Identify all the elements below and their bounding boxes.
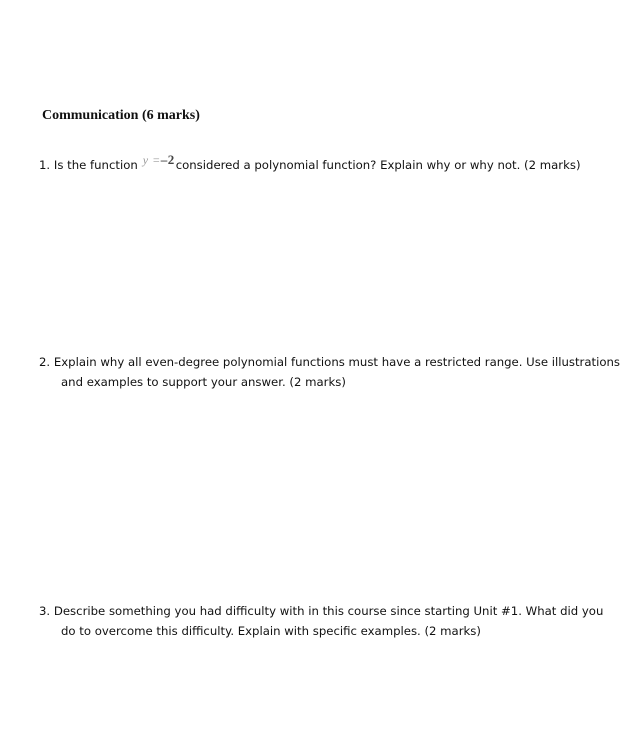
equation-lhs: y = (142, 153, 161, 167)
section-title: Communication (6 marks) (42, 108, 200, 123)
question-3-line-1: 3. Describe something you had difficulty with in this course since starting Unit #1. What did you (39, 604, 604, 618)
question-3 (39, 601, 629, 641)
equation-rhs: –2 (160, 152, 175, 167)
question-3-line-2: do to overcome this difficulty. Explain with specific examples. (2 marks) (61, 624, 481, 638)
question-2-line-2: and examples to support your answer. (2 marks) (61, 375, 346, 389)
question-1 (39, 150, 581, 175)
question-2-line-1: 2. Explain why all even-degree polynomial functions must have a restricted range. Use illustrations (39, 355, 620, 369)
function-equation (143, 150, 175, 170)
question-1-text-end: considered a polynomial function? Explain why or why not. (2 marks) (175, 158, 581, 172)
question-1-text-start: 1. Is the function (39, 158, 138, 172)
question-2 (39, 352, 629, 392)
